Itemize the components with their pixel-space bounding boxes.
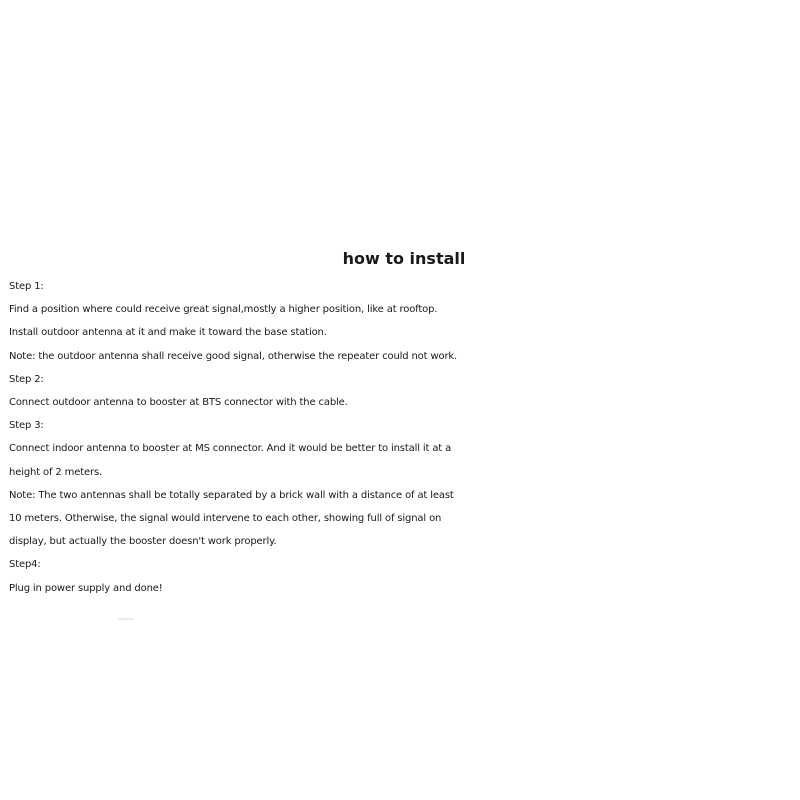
- step-3-note-line: 10 meters. Otherwise, the signal would intervene to each other, showing full of signal on: [9, 513, 442, 525]
- instruction-lines: [0, 275, 800, 600]
- page-title: how to install: [342, 249, 466, 268]
- step-2-heading: Step 2:: [9, 373, 44, 385]
- step-1-text-line: Find a position where could receive great signal,mostly a higher position, like at rooftop.: [9, 304, 438, 316]
- install-instructions: [0, 243, 800, 600]
- step-3-text-line: Connect indoor antenna to booster at MS connector. And it would be better to install it at a: [9, 443, 452, 455]
- step-3-note-line: Note: The two antennas shall be totally separated by a brick wall with a distance of at least: [9, 489, 454, 501]
- step-4-heading: Step4:: [9, 559, 41, 571]
- step-3-text-line: height of 2 meters.: [9, 466, 103, 478]
- step-1-heading: Step 1:: [9, 281, 44, 292]
- step-3-note-line: display, but actually the booster doesn't work properly.: [9, 536, 277, 548]
- step-1-text-line: Install outdoor antenna at it and make it toward the base station.: [9, 327, 327, 339]
- scan-smudge: [118, 618, 134, 620]
- step-2-text-line: Connect outdoor antenna to booster at BTS connector with the cable.: [9, 397, 348, 409]
- step-3-heading: Step 3:: [9, 420, 44, 432]
- step-4-text-line: Plug in power supply and done!: [9, 582, 163, 594]
- step-1-note-line: Note: the outdoor antenna shall receive good signal, otherwise the repeater could not work.: [9, 350, 458, 362]
